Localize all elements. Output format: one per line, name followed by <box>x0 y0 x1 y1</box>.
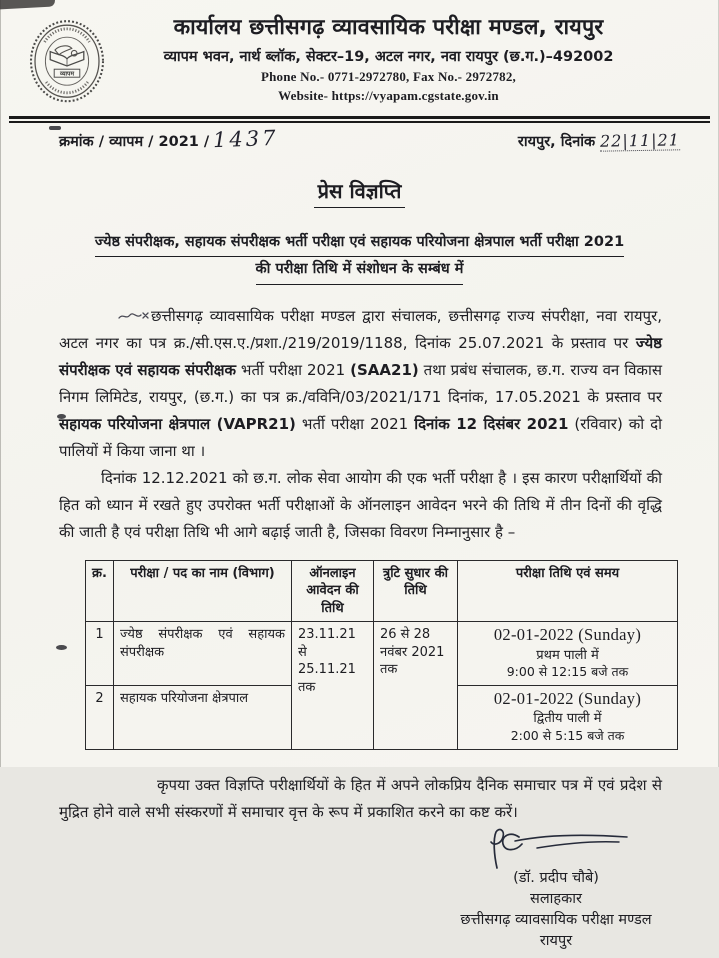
signature-icon <box>479 828 639 870</box>
signatory-organization: छत्तीसगढ़ व्यावसायिक परीक्षा मण्डल <box>460 911 652 928</box>
exam-schedule-table <box>85 560 678 750</box>
paragraph-1: छत्तीसगढ़ व्यावसायिक परीक्षा मण्डल द्वारा संचालक, छत्तीसगढ़ राज्य संपरीक्षा, नवा रायपुर, अटल नगर का पत्र क्र./सी.एस.ए./प्रशा./219/2019/1188, दिनांक 25.07.2021 के प्रस्ताव पर ज्येष्ठ संपरीक्षक एवं सहायक संपरीक्षक भर्ती परीक्षा 2021 (SAA21) तथा प्रबंध संचालक, छ.ग. राज्य वन विकास निगम लिमिटेड, रायपुर, (छ.ग.) का पत्र क्र./वविनि/03/2021/171 दिनांक, 17.05.2021 के प्रस्ताव पर सहायक परियोजना क्षेत्रपाल (VAPR21) भर्ती परीक्षा 2021 दिनांक 12 दिसंबर 2021 (रविवार) को दो पालियों में किया जाना था । <box>59 306 663 460</box>
place-and-date <box>518 131 680 151</box>
handwritten-mark-icon <box>117 309 151 323</box>
reference-number <box>59 127 279 151</box>
signatory-designation: सलाहकार <box>530 890 582 907</box>
letterhead-divider-rule <box>9 116 710 123</box>
signature-zone <box>1 828 718 958</box>
seal-banner-text: व्यापम <box>59 70 75 78</box>
row1-exam-date: 02-01-2022 (Sunday) <box>493 625 642 645</box>
table-header-exam-name: परीक्षा / पद का नाम (विभाग) <box>114 560 292 622</box>
correction-dates: 26 से 28 नवंबर 2021 तक <box>374 622 458 749</box>
table-header-correction-date: त्रुटि सुधार की तिथि <box>374 560 458 622</box>
row2-shift: द्वितीय पाली में <box>533 711 602 727</box>
table-row <box>86 622 678 686</box>
subject-heading <box>1 230 718 285</box>
subject-line-1: ज्येष्ठ संपरीक्षक, सहायक संपरीक्षक भर्ती परीक्षा एवं सहायक परियोजना क्षेत्रपाल भर्ती परीक्षा 2021 <box>95 230 624 257</box>
table-header-exam-datetime: परीक्षा तिथि एवं समय <box>458 560 678 622</box>
margin-mark-artifact <box>56 645 67 650</box>
row1-exam-name: ज्येष्ठ संपरीक्षक एवं सहायक संपरीक्षक <box>114 622 292 686</box>
reference-number-label: क्रमांक / व्यापम / 2021 / <box>59 134 210 150</box>
reference-number-handwritten: 1437 <box>212 125 280 153</box>
row2-sno: 2 <box>86 686 114 750</box>
table-header-sno: क्र. <box>86 560 114 622</box>
table-header-row <box>86 560 678 622</box>
paragraph-2: दिनांक 12.12.2021 को छ.ग. लोक सेवा आयोग की एक भर्ती परीक्षा है । इस कारण परीक्षार्थियों की हित को ध्यान में रखते हुए उपरोक्त भर्ती परीक्षाओं के ऑनलाइन आवेदन भरने की तिथि में तीन दिनों की वृद्धि की जाती है एवं परीक्षा तिथि भी आगे बढ़ाई जाती है, जिसका विवरण निम्नानुसार है – <box>59 468 662 541</box>
signatory-name: (डॉ. प्रदीप चौबे) <box>513 869 599 886</box>
row2-time: 2:00 से 5:15 बजे तक <box>510 727 625 743</box>
date-handwritten: 22|11|21 <box>599 130 681 151</box>
row2-exam-name: सहायक परियोजना क्षेत्रपाल <box>114 686 292 750</box>
org-website: Website- https://vyapam.cgstate.gov.in <box>278 87 499 103</box>
row1-exam-datetime <box>458 622 678 686</box>
press-release-title <box>1 177 718 208</box>
online-application-dates: 23.11.21 से 25.11.21 तक <box>292 622 374 749</box>
row2-exam-datetime <box>458 686 678 750</box>
place-date-label: रायपुर, दिनांक <box>517 134 596 150</box>
signatory-place: रायपुर <box>539 932 573 949</box>
reference-line <box>59 127 680 151</box>
signature-block <box>406 868 706 952</box>
closing-paragraph: कृपया उक्त विज्ञप्ति परीक्षार्थियों के हित में अपने लोकप्रिय दैनिक समाचार पत्र में एवं प्रदेश से मुद्रित होने वाले सभी संस्करणों में समाचार वृत्त के रूप में प्रकाशित करने का कष्ट करें। <box>59 775 662 821</box>
org-name: कार्यालय छत्तीसगढ़ व्यावसायिक परीक्षा मण्डल, रायपुर <box>173 15 604 40</box>
row1-sno: 1 <box>86 622 114 686</box>
row1-time: 9:00 से 12:15 बजे तक <box>506 664 629 680</box>
subject-line-2: की परीक्षा तिथि में संशोधन के सम्बंध में <box>256 257 464 284</box>
press-release-title-text: प्रेस विज्ञप्ति <box>314 177 406 208</box>
margin-mark-artifact <box>49 126 61 130</box>
org-address: व्यापम भवन, नार्थ ब्लॉक, सेक्टर–19, अटल नगर, नवा रायपुर (छ.ग.)–492002 <box>163 48 614 65</box>
table-header-online-application: ऑनलाइन आवेदन की तिथि <box>292 560 374 622</box>
letterhead <box>1 0 718 110</box>
row2-exam-date: 02-01-2022 (Sunday) <box>493 689 642 709</box>
org-phone-fax: Phone No.- 0771-2972780, Fax No.- 2972782, <box>260 68 517 84</box>
org-seal-icon <box>27 16 113 110</box>
row1-shift: प्रथम पाली में <box>536 647 599 663</box>
